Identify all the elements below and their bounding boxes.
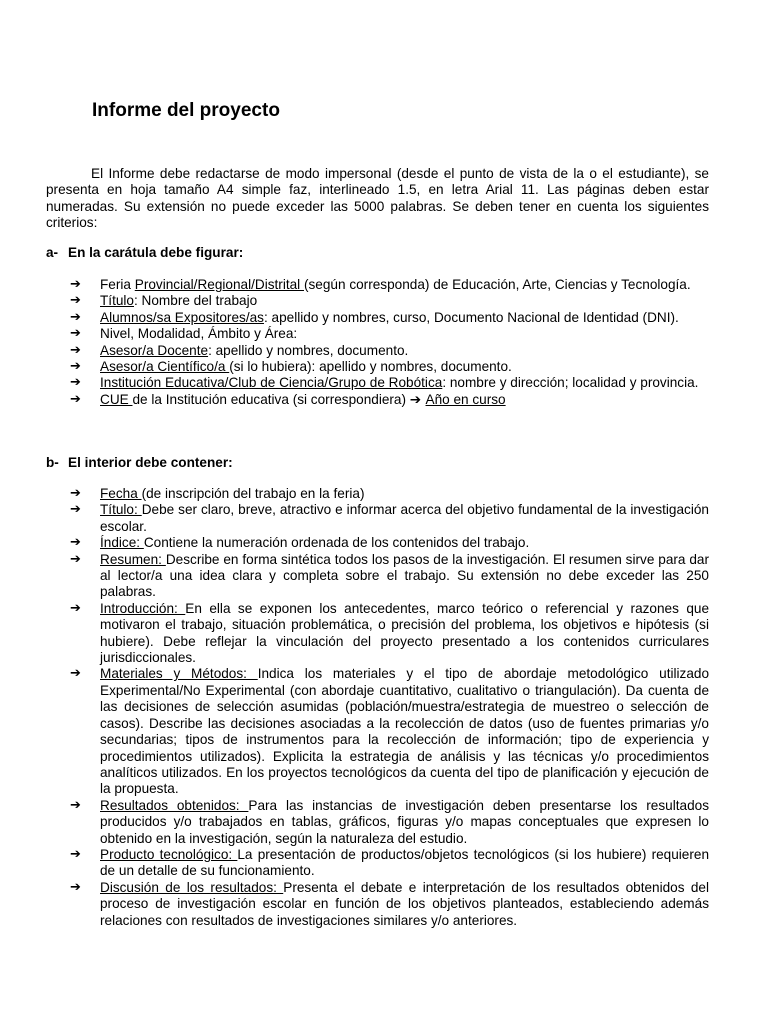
arrow-bullet-icon: ➔	[70, 375, 81, 391]
list-item	[70, 359, 709, 375]
list-item	[70, 880, 709, 929]
item-key: Fecha	[100, 486, 142, 501]
item-key: Asesor/a Docente	[100, 342, 209, 358]
item-key: Asesor/a Científico/a	[100, 359, 230, 375]
arrow-bullet-icon: ➔	[70, 846, 81, 862]
section-b-heading	[46, 455, 233, 471]
item-text: Presenta el debate e interpretación de los resultados obtenidos del proceso de investigación escolar en función de los objetivos planteados, estableciendo además relaciones con resultados de investigaciones similares y/o anteriores.	[100, 879, 710, 928]
arrow-bullet-icon: ➔	[70, 293, 81, 309]
list-item	[70, 502, 709, 535]
item-text: : apellido y nombres, documento.	[208, 342, 409, 358]
item-text: : nombre y dirección; localidad y provincia.	[442, 375, 699, 391]
list-item	[70, 310, 709, 326]
arrow-bullet-icon: ➔	[70, 666, 81, 682]
item-key: Provincial/Regional/Distrital	[134, 277, 304, 292]
list-item	[70, 601, 709, 667]
arrow-bullet-icon: ➔	[70, 797, 81, 813]
section-b-list	[70, 486, 709, 929]
item-text: Describe en forma sintética todos los pasos de la investigación. El resumen sirve para dar al lector/a una idea clara y completa sobre el trabajo. Su extensión no debe exceder las 250 palabras.	[100, 551, 709, 600]
list-item	[70, 847, 709, 880]
item-text: Para las instancias de investigación deben presentarse los resultados producidos y/o trabajados en tablas, gráficos, figuras y/o mapas conceptuales que expresen lo obtenido en la investigación, según la naturaleza del estudio.	[100, 797, 709, 846]
list-item	[70, 343, 709, 359]
page-title: Informe del proyecto	[92, 100, 280, 121]
arrow-bullet-icon: ➔	[70, 502, 81, 518]
item-text: La presentación de productos/objetos tecnológicos (si los hubiere) requieren de un detalle de su funcionamiento.	[100, 846, 710, 879]
inline-arrow-icon: ➔	[409, 391, 426, 408]
list-item	[70, 535, 709, 551]
arrow-bullet-icon: ➔	[70, 342, 81, 358]
item-key-2: Año en curso	[425, 391, 506, 407]
item-text: (de inscripción del trabajo en la feria)	[141, 486, 365, 501]
item-key: Título	[100, 293, 134, 309]
item-key: Título:	[100, 502, 142, 518]
item-text: Contiene la numeración ordenada de los contenidos del trabajo.	[143, 535, 530, 551]
list-item	[70, 486, 709, 502]
intro-paragraph: El Informe debe redactarse de modo impersonal (desde el punto de vista de la o el estudiante), se presenta en hoja tamaño A4 simple faz, interlineado 1.5, en letra Arial 11. Las páginas deben estar numeradas. Su extensión no puede exceder las 5000 palabras. Se deben tener en cuenta los siguientes criterios:	[46, 166, 709, 231]
item-key: Producto tecnológico:	[100, 846, 238, 862]
list-item	[70, 666, 709, 797]
arrow-bullet-icon: ➔	[70, 486, 81, 501]
item-text: En ella se exponen los antecedentes, marco teórico o referencial y razones que motivaron el trabajo, situación problemática, o precisión del problema, los objetivos e hipótesis (si hubiere). Debe reflejar la vinculación del proyecto presentado a los contenidos curriculares jurisdiccionales.	[100, 600, 710, 666]
arrow-bullet-icon: ➔	[70, 277, 81, 292]
item-key: Introducción:	[100, 600, 186, 616]
list-item	[70, 326, 709, 342]
arrow-bullet-icon: ➔	[70, 326, 81, 342]
item-key: Índice:	[100, 535, 144, 551]
list-item	[70, 392, 709, 408]
item-key: Materiales y Métodos:	[100, 666, 258, 682]
item-text: Nivel, Modalidad, Ámbito y Área:	[100, 326, 298, 342]
item-key: Resultados obtenidos:	[100, 797, 249, 813]
section-b-title: El interior debe contener:	[68, 455, 233, 470]
item-text: (si lo hubiera): apellido y nombres, documento.	[229, 359, 512, 375]
arrow-bullet-icon: ➔	[70, 359, 81, 375]
arrow-bullet-icon: ➔	[70, 535, 81, 551]
item-key: Resumen:	[100, 551, 166, 567]
list-item	[70, 375, 709, 391]
section-a-list	[70, 277, 709, 408]
arrow-bullet-icon: ➔	[70, 551, 81, 567]
section-a-letter: a-	[46, 245, 59, 260]
item-prefix: Feria	[100, 277, 135, 292]
item-key: Institución Educativa/Club de Ciencia/Grupo de Robótica	[100, 375, 443, 391]
item-key: Discusión de los resultados:	[100, 879, 284, 895]
list-item	[70, 293, 709, 309]
arrow-bullet-icon: ➔	[70, 391, 81, 407]
arrow-bullet-icon: ➔	[70, 309, 81, 325]
list-item	[70, 277, 709, 293]
item-text: Debe ser claro, breve, atractivo e informar acerca del objetivo fundamental de la investigación escolar.	[100, 502, 709, 534]
item-text: : Nombre del trabajo	[134, 293, 258, 309]
item-text: (según corresponda) de Educación, Arte, Ciencias y Tecnología.	[303, 277, 691, 292]
list-item	[70, 798, 709, 847]
item-text: : apellido y nombres, curso, Documento Nacional de Identidad (DNI).	[263, 309, 679, 325]
section-a-title: En la carátula debe figurar:	[68, 245, 244, 260]
list-item	[70, 552, 709, 601]
section-b-letter: b-	[46, 455, 59, 470]
item-key: Alumnos/sa Expositores/as	[100, 309, 264, 325]
section-a-heading	[46, 245, 243, 261]
arrow-bullet-icon: ➔	[70, 879, 81, 895]
item-text: Indica los materiales y el tipo de abordaje metodológico utilizado Experimental/No Experimental (con abordaje cuantitativo, cualitativo o triangulación). Da cuenta de las decisiones de selección asumidas (población/muestra/estrategia de muestreo o selección de casos). Describe las decisiones asociadas a la recolección de datos (uso de fuentes primarias y/o secundarias; tipos de instrumentos para la recolección de información; tipo de experiencia y procedimientos utilizados). Explicita la estrategia de análisis y las técnicas y/o procedimientos analíticos utilizados. En los proyectos tecnológicos da cuenta del tipo de planificación y ejecución de la propuesta.	[100, 666, 710, 797]
item-text: de la Institución educativa (si correspondiera)	[132, 391, 410, 407]
item-key: CUE	[100, 391, 133, 407]
arrow-bullet-icon: ➔	[70, 600, 81, 616]
